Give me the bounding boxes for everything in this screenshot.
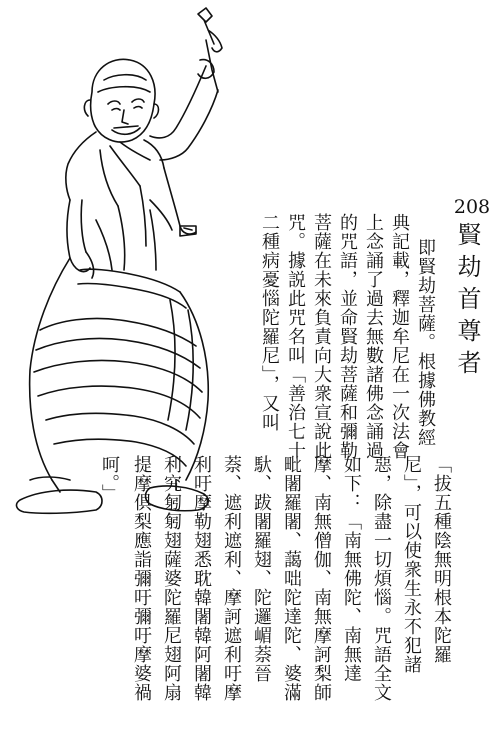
- text-column: 提摩俱梨應詣彌吁彌吁摩婆禍: [131, 455, 152, 702]
- text-column: 利究匑匑翅薩婆陀羅尼翅阿扇: [161, 455, 182, 702]
- text-column: 萘、遮利遮利、摩訶遮利吁摩: [221, 455, 242, 702]
- text-column: 咒。據説此咒名叫「善治七十: [285, 213, 306, 460]
- entry-title: 賢劫首尊者: [453, 222, 481, 382]
- entry-number: 208: [453, 196, 491, 218]
- text-column: 典記載，釋迦牟尼在一次法會: [389, 213, 410, 460]
- left-foot: [17, 490, 102, 513]
- text-column: 「拔五種陰無明根本陀羅: [431, 455, 452, 664]
- head: [91, 59, 155, 142]
- text-column: 毗闍羅闍、藹咄陀達陀、婆滿: [281, 455, 302, 702]
- text-column: 馱、跋闍羅翅、陀邏嵋萘晉: [251, 455, 272, 683]
- text-column: 二種病憂惱陀羅尼」，又叫: [259, 213, 280, 432]
- text-column: 尼」，可以使衆生永不犯諸: [401, 455, 422, 674]
- text-column: 惡，除盡一切煩惱。咒語全文: [371, 455, 392, 702]
- text-column: 呵。」: [99, 455, 120, 503]
- text-column: 菩薩在未來負責向大衆宣說此: [311, 213, 332, 460]
- text-column: 上念誦了過去無數諸佛念誦過: [363, 213, 384, 460]
- arhat-illustration: [0, 0, 250, 560]
- text-column: 利吁摩勒翅悉耽韓闍韓阿闍韓: [191, 455, 212, 702]
- text-column: 如下：「南無佛陀、南無達: [341, 455, 362, 683]
- text-column: 即賢劫菩薩。根據佛教經: [415, 238, 436, 447]
- text-column: 摩、南無僧伽、南無摩訶梨師: [311, 455, 332, 702]
- text-column: 的咒語，並命賢劫菩薩和彌勒: [337, 213, 358, 460]
- scepter-icon: [198, 8, 222, 52]
